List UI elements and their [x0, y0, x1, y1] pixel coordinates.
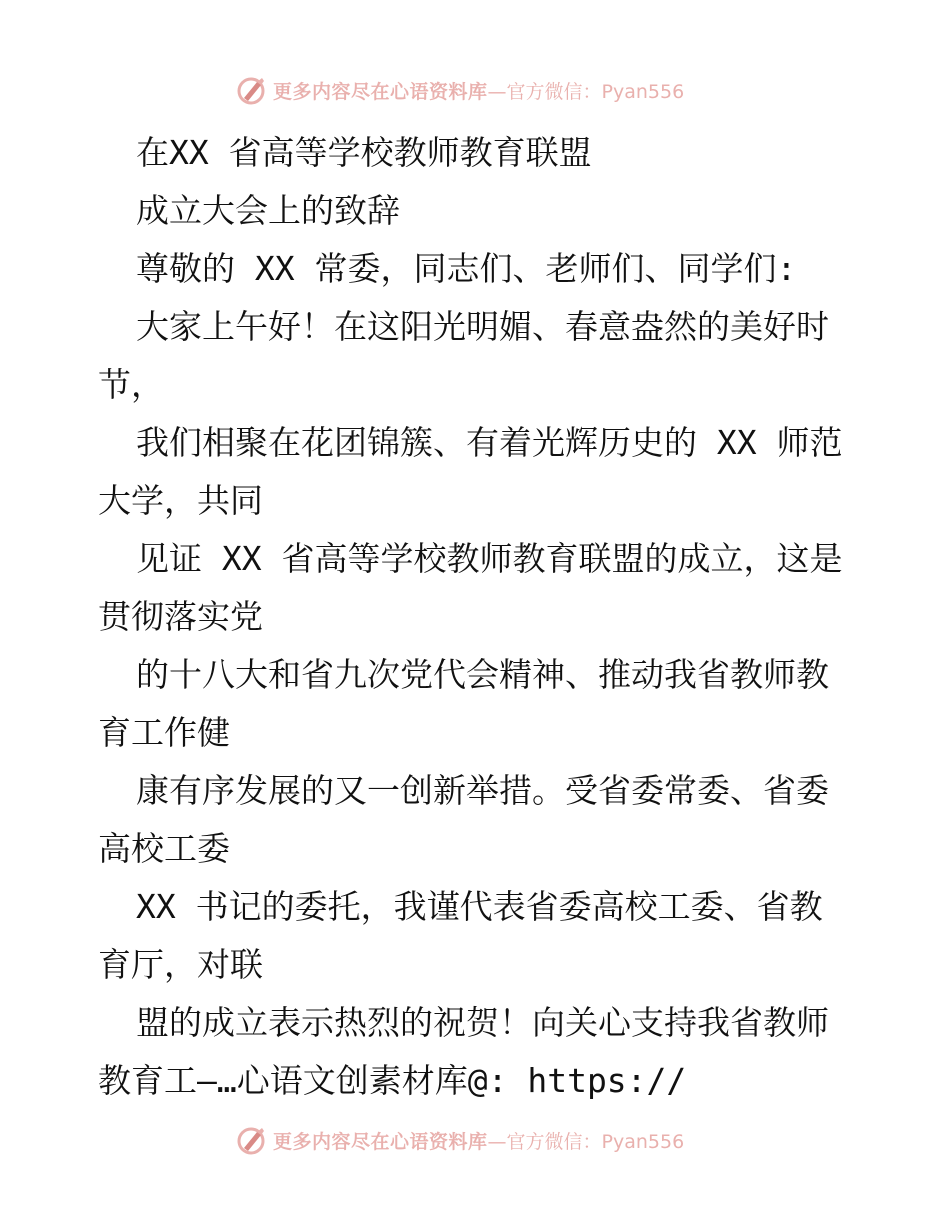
document-line: 在XX 省高等学校教师教育联盟	[136, 133, 592, 172]
banner-main-text: 更多内容尽在心语资料库	[273, 80, 488, 103]
document-line: 教育工—…心语文创素材库@: https://	[98, 1061, 687, 1100]
banner-wechat-text: —官方微信：Pyan556	[487, 1130, 685, 1153]
document-line: 尊敬的 XX 常委，同志们、老师们、同学们:	[136, 249, 797, 288]
pen-circle-logo-icon	[235, 1124, 267, 1156]
document-line: 育工作健	[98, 713, 230, 752]
document-line: 见证 XX 省高等学校教师教育联盟的成立，这是	[136, 539, 843, 578]
document-body	[98, 124, 858, 1110]
document-line: 盟的成立表示热烈的祝贺！向关心支持我省教师	[136, 1003, 829, 1042]
document-line: 我们相聚在花团锦簇、有着光辉历史的 XX 师范	[136, 423, 843, 462]
header-banner	[235, 72, 684, 108]
document-line: 节，	[98, 365, 164, 404]
document-line: 育厅，对联	[98, 945, 263, 984]
document-line: 的十八大和省九次党代会精神、推动我省教师教	[136, 655, 829, 694]
pen-circle-logo-icon	[235, 74, 267, 106]
document-line: 贯彻落实党	[98, 597, 263, 636]
document-line: XX 书记的委托，我谨代表省委高校工委、省教	[136, 887, 823, 926]
document-line: 大学，共同	[98, 481, 263, 520]
document-line: 大家上午好！在这阳光明媚、春意盎然的美好时	[136, 307, 829, 346]
document-line: 高校工委	[98, 829, 230, 868]
footer-banner	[235, 1122, 684, 1158]
banner-main-text: 更多内容尽在心语资料库	[273, 1130, 488, 1153]
document-line: 成立大会上的致辞	[136, 191, 400, 230]
banner-wechat-text: —官方微信：Pyan556	[487, 80, 685, 103]
document-line: 康有序发展的又一创新举措。受省委常委、省委	[136, 771, 829, 810]
